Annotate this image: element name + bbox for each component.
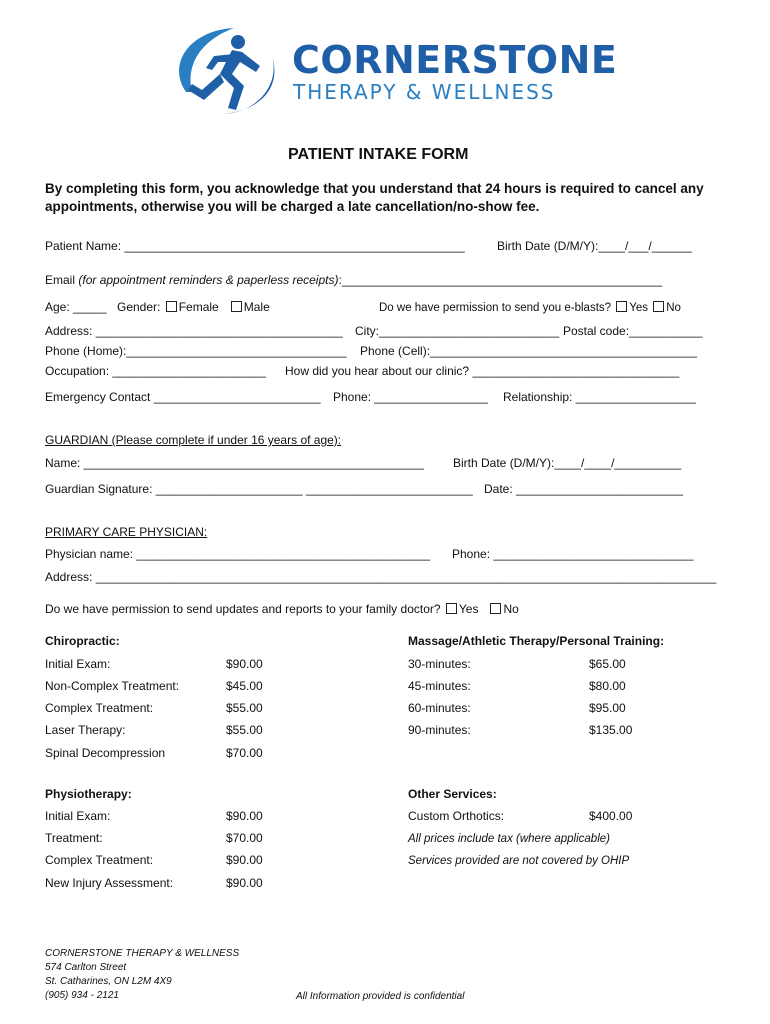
- guardian-signature-field[interactable]: Guardian Signature: ______________________ _________________________: [45, 482, 473, 496]
- doctor-permission-group: [45, 602, 519, 616]
- email-label: Email: [45, 273, 76, 287]
- physician-name-field[interactable]: Physician name: ____________________________________________: [45, 547, 431, 561]
- list-item-name: Custom Orthotics:: [408, 809, 505, 823]
- gender-label: Gender:: [117, 300, 161, 314]
- eblast-group: [379, 301, 681, 314]
- brand-tagline: THERAPY & WELLNESS: [293, 80, 556, 104]
- doctor-yes-checkbox[interactable]: [446, 603, 457, 614]
- page-title: PATIENT INTAKE FORM: [288, 146, 469, 163]
- physician-heading: PRIMARY CARE PHYSICIAN:: [45, 525, 208, 539]
- ohip-note: Services provided are not covered by OHIP: [408, 855, 630, 867]
- email-line: :________________________________________________: [338, 273, 663, 287]
- doctor-permission-question: Do we have permission to send updates and reports to your family doctor?: [45, 602, 441, 616]
- email-note: (for appointment reminders & paperless receipts): [78, 273, 339, 287]
- list-item-price: $55.00: [226, 701, 263, 715]
- guardian-date-field[interactable]: Date: _________________________: [484, 482, 683, 496]
- emergency-contact-field[interactable]: Emergency Contact _________________________: [45, 390, 321, 404]
- list-item-price: $90.00: [226, 853, 263, 867]
- birth-date-field[interactable]: Birth Date (D/M/Y):____/___/______: [497, 239, 692, 253]
- male-label: Male: [243, 300, 270, 314]
- female-checkbox[interactable]: [166, 301, 177, 312]
- guardian-heading: GUARDIAN (Please complete if under 16 years of age):: [45, 433, 342, 447]
- tax-note: All prices include tax (where applicable): [408, 833, 610, 845]
- gender-group: [117, 300, 270, 314]
- list-item-name: 90-minutes:: [408, 723, 471, 737]
- footer-city: St. Catharines, ON L2M 4X9: [45, 976, 172, 987]
- city-field[interactable]: City:___________________________: [355, 324, 560, 338]
- patient-name-field[interactable]: Patient Name: ___________________________________________________: [45, 239, 465, 253]
- email-field[interactable]: [45, 273, 662, 287]
- list-item-name: Treatment:: [45, 831, 103, 845]
- list-item-price: $400.00: [589, 809, 633, 823]
- list-item-name: Initial Exam:: [45, 657, 111, 671]
- massage-heading: Massage/Athletic Therapy/Personal Training:: [408, 634, 665, 648]
- list-item-name: Non-Complex Treatment:: [45, 679, 180, 693]
- list-item-price: $70.00: [226, 746, 263, 760]
- list-item-price: $90.00: [226, 657, 263, 671]
- physician-phone-field[interactable]: Phone: ______________________________: [452, 547, 694, 561]
- footer-street: 574 Carlton Street: [45, 962, 127, 973]
- emergency-phone-field[interactable]: Phone: _________________: [333, 390, 488, 404]
- address-field[interactable]: Address: _____________________________________: [45, 324, 343, 338]
- footer-address: [45, 947, 239, 1003]
- doctor-yes-label: Yes: [458, 602, 479, 616]
- list-item-price: $90.00: [226, 809, 263, 823]
- list-item-name: Complex Treatment:: [45, 701, 154, 715]
- list-item-name: Initial Exam:: [45, 809, 111, 823]
- guardian-birth-field[interactable]: Birth Date (D/M/Y):____/____/__________: [453, 456, 682, 470]
- confidential-note: All Information provided is confidential: [296, 991, 465, 1002]
- phone-home-field[interactable]: Phone (Home):_________________________________: [45, 344, 347, 358]
- list-item-price: $135.00: [589, 723, 633, 737]
- runner-icon: [162, 22, 292, 118]
- physio-heading: Physiotherapy:: [45, 787, 132, 801]
- referral-field[interactable]: How did you hear about our clinic? _______________________________: [285, 364, 680, 378]
- footer-phone: (905) 934 - 2121: [45, 990, 119, 1001]
- doctor-no-label: No: [503, 602, 519, 616]
- list-item-name: Laser Therapy:: [45, 723, 126, 737]
- eblast-no-label: No: [666, 302, 681, 314]
- other-heading: Other Services:: [408, 787, 497, 801]
- brand-name: CORNERSTONE: [292, 38, 618, 82]
- eblast-question: Do we have permission to send you e-blasts?: [379, 302, 612, 314]
- list-item-name: Complex Treatment:: [45, 853, 154, 867]
- list-item-price: $70.00: [226, 831, 263, 845]
- list-item-name: 45-minutes:: [408, 679, 471, 693]
- relationship-field[interactable]: Relationship: __________________: [503, 390, 696, 404]
- list-item-name: 60-minutes:: [408, 701, 471, 715]
- eblast-no-checkbox[interactable]: [653, 301, 664, 312]
- female-label: Female: [178, 300, 219, 314]
- list-item-name: New Injury Assessment:: [45, 876, 174, 890]
- occupation-field[interactable]: Occupation: _______________________: [45, 364, 266, 378]
- list-item-name: 30-minutes:: [408, 657, 471, 671]
- footer-company: CORNERSTONE THERAPY & WELLNESS: [45, 948, 240, 959]
- guardian-name-field[interactable]: Name: ___________________________________________________: [45, 456, 425, 470]
- list-item-price: $95.00: [589, 701, 626, 715]
- list-item-price: $45.00: [226, 679, 263, 693]
- list-item-price: $65.00: [589, 657, 626, 671]
- list-item-price: $80.00: [589, 679, 626, 693]
- physician-address-field[interactable]: Address: _____________________________________________________________________________________________: [45, 570, 717, 584]
- acknowledgement-text: By completing this form, you acknowledge that you understand that 24 hours is required to cancel any appointments, otherwise you will be charged a late cancellation/no-show fee.: [45, 181, 704, 214]
- postal-code-field[interactable]: Postal code:___________: [563, 324, 703, 338]
- age-field[interactable]: Age: _____: [45, 300, 107, 314]
- phone-cell-field[interactable]: Phone (Cell):________________________________________: [360, 344, 697, 358]
- eblast-yes-checkbox[interactable]: [616, 301, 627, 312]
- list-item-price: $55.00: [226, 723, 263, 737]
- male-checkbox[interactable]: [231, 301, 242, 312]
- chiro-heading: Chiropractic:: [45, 634, 120, 648]
- eblast-yes-label: Yes: [629, 302, 649, 314]
- doctor-no-checkbox[interactable]: [490, 603, 501, 614]
- list-item-price: $90.00: [226, 876, 263, 890]
- list-item-name: Spinal Decompression: [45, 746, 166, 760]
